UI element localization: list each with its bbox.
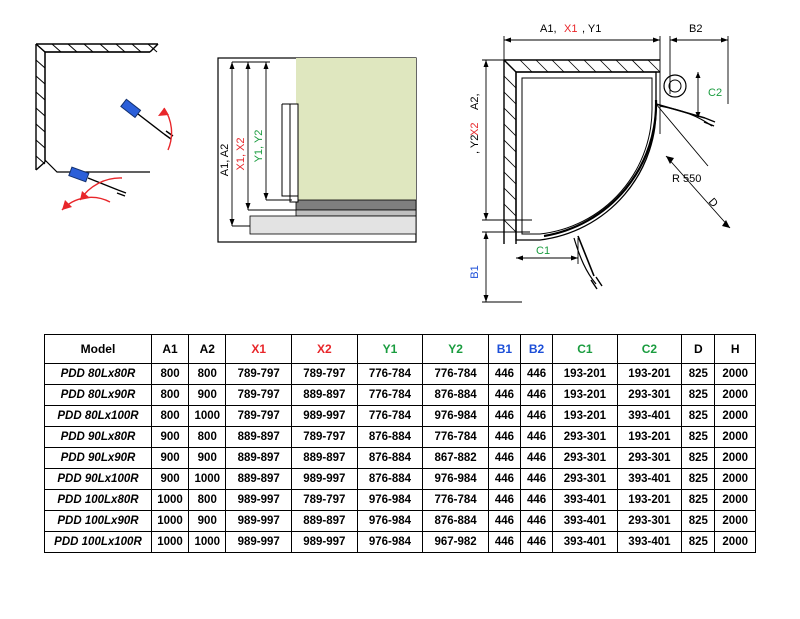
cell-x2: 789-797 (291, 427, 357, 448)
cell-h: 2000 (715, 490, 756, 511)
label-b2: B2 (689, 23, 703, 35)
cell-d: 825 (682, 427, 715, 448)
col-header-b2: B2 (521, 335, 553, 364)
cell-model: PDD 100Lx80R (45, 490, 152, 511)
cell-y2: 976-984 (423, 469, 489, 490)
label-y1: , Y1 (582, 23, 602, 35)
cell-d: 825 (682, 448, 715, 469)
col-header-x1: X1 (226, 335, 292, 364)
col-header-a2: A2 (189, 335, 226, 364)
cell-y1: 876-884 (357, 448, 423, 469)
cell-h: 2000 (715, 511, 756, 532)
cell-c1: 293-301 (553, 469, 618, 490)
cell-a2: 800 (189, 427, 226, 448)
cell-y2: 867-882 (423, 448, 489, 469)
cell-a2: 1000 (189, 469, 226, 490)
table-body (45, 364, 756, 553)
cell-b2: 446 (521, 427, 553, 448)
cell-a1: 900 (151, 448, 188, 469)
cell-c2: 393-401 (617, 469, 682, 490)
cell-y2: 776-784 (423, 490, 489, 511)
cell-a1: 800 (151, 364, 188, 385)
cell-b1: 446 (488, 532, 520, 553)
cell-y1: 776-784 (357, 385, 423, 406)
cell-a1: 800 (151, 385, 188, 406)
cell-b2: 446 (521, 385, 553, 406)
cell-c1: 193-201 (553, 364, 618, 385)
cell-b1: 446 (488, 511, 520, 532)
cell-c2: 193-201 (617, 490, 682, 511)
cell-y1: 876-884 (357, 427, 423, 448)
cell-c1: 193-201 (553, 406, 618, 427)
dimensions-table (44, 334, 756, 553)
cell-model: PDD 90Lx90R (45, 448, 152, 469)
cell-y1: 876-884 (357, 469, 423, 490)
cell-y1: 976-984 (357, 511, 423, 532)
cell-b2: 446 (521, 532, 553, 553)
label-x2: X2 (469, 122, 481, 136)
dimensions-table-wrap (44, 334, 756, 553)
cell-b1: 446 (488, 364, 520, 385)
cell-x1: 789-797 (226, 385, 292, 406)
cell-d: 825 (682, 406, 715, 427)
label-a1-a2: A1, A2 (219, 143, 231, 177)
cell-b2: 446 (521, 469, 553, 490)
table-row (45, 448, 756, 469)
table-row (45, 427, 756, 448)
cell-h: 2000 (715, 406, 756, 427)
cell-d: 825 (682, 385, 715, 406)
cell-a1: 1000 (151, 490, 188, 511)
cell-h: 2000 (715, 364, 756, 385)
cell-model: PDD 80Lx100R (45, 406, 152, 427)
cell-c2: 193-201 (617, 364, 682, 385)
door-swing-plan-diagram (18, 30, 228, 230)
col-header-x2: X2 (291, 335, 357, 364)
label-c1: C1 (536, 245, 551, 257)
cell-a1: 800 (151, 406, 188, 427)
cell-d: 825 (682, 532, 715, 553)
cell-a2: 1000 (189, 532, 226, 553)
cell-b1: 446 (488, 427, 520, 448)
col-header-d: D (682, 335, 715, 364)
cell-x2: 989-997 (291, 532, 357, 553)
cell-x1: 789-797 (226, 364, 292, 385)
label-x1-x2: X1, X2 (235, 137, 247, 171)
cell-d: 825 (682, 364, 715, 385)
table-row (45, 490, 756, 511)
cell-b2: 446 (521, 490, 553, 511)
cell-model: PDD 90Lx80R (45, 427, 152, 448)
cell-c2: 393-401 (617, 532, 682, 553)
label-y1-y2: Y1, Y2 (253, 129, 265, 163)
cell-a1: 900 (151, 427, 188, 448)
cell-y1: 976-984 (357, 532, 423, 553)
cell-h: 2000 (715, 427, 756, 448)
cell-x2: 989-997 (291, 469, 357, 490)
cell-a2: 900 (189, 448, 226, 469)
cell-x2: 889-897 (291, 448, 357, 469)
cell-c2: 293-301 (617, 385, 682, 406)
cell-b2: 446 (521, 364, 553, 385)
label-y2: , Y2 (469, 134, 481, 154)
cell-model: PDD 100Lx100R (45, 532, 152, 553)
cell-y2: 776-784 (423, 427, 489, 448)
cell-y1: 976-984 (357, 490, 423, 511)
cell-y2: 876-884 (423, 511, 489, 532)
cell-a2: 1000 (189, 406, 226, 427)
table-row (45, 385, 756, 406)
cell-model: PDD 80Lx80R (45, 364, 152, 385)
cell-x1: 989-997 (226, 511, 292, 532)
table-row (45, 532, 756, 553)
table-row (45, 364, 756, 385)
cell-a2: 800 (189, 490, 226, 511)
cell-c1: 393-401 (553, 490, 618, 511)
cell-b2: 446 (521, 511, 553, 532)
cell-x2: 789-797 (291, 364, 357, 385)
cell-h: 2000 (715, 385, 756, 406)
cell-y1: 776-784 (357, 364, 423, 385)
cell-x1: 889-897 (226, 469, 292, 490)
table-header-row (45, 335, 756, 364)
col-header-b1: B1 (488, 335, 520, 364)
cell-a2: 900 (189, 385, 226, 406)
cell-c2: 393-401 (617, 406, 682, 427)
profile-section-diagram (210, 50, 440, 260)
cell-a1: 1000 (151, 532, 188, 553)
cell-b2: 446 (521, 448, 553, 469)
cell-b2: 446 (521, 406, 553, 427)
cell-c2: 293-301 (617, 448, 682, 469)
cell-h: 2000 (715, 469, 756, 490)
cell-d: 825 (682, 490, 715, 511)
cell-a1: 1000 (151, 511, 188, 532)
cell-b1: 446 (488, 448, 520, 469)
cell-y2: 976-984 (423, 406, 489, 427)
cell-x1: 989-997 (226, 490, 292, 511)
cell-x1: 989-997 (226, 532, 292, 553)
cell-x1: 789-797 (226, 406, 292, 427)
cell-y1: 776-784 (357, 406, 423, 427)
cell-c2: 293-301 (617, 511, 682, 532)
cell-x1: 889-897 (226, 427, 292, 448)
cell-c1: 393-401 (553, 511, 618, 532)
cell-c1: 293-301 (553, 427, 618, 448)
cell-y2: 876-884 (423, 385, 489, 406)
cell-h: 2000 (715, 532, 756, 553)
cell-x2: 889-897 (291, 511, 357, 532)
cell-d: 825 (682, 469, 715, 490)
cell-y2: 776-784 (423, 364, 489, 385)
cell-c1: 393-401 (553, 532, 618, 553)
col-header-a1: A1 (151, 335, 188, 364)
cell-model: PDD 90Lx100R (45, 469, 152, 490)
label-x1: X1 (564, 23, 578, 35)
col-header-c1: C1 (553, 335, 618, 364)
cell-c1: 193-201 (553, 385, 618, 406)
label-d: D (705, 195, 721, 210)
cell-h: 2000 (715, 448, 756, 469)
cell-a1: 900 (151, 469, 188, 490)
table-row (45, 406, 756, 427)
cell-b1: 446 (488, 406, 520, 427)
label-a2: A2, (469, 93, 481, 110)
col-header-y2: Y2 (423, 335, 489, 364)
cell-x1: 889-897 (226, 448, 292, 469)
cell-d: 825 (682, 511, 715, 532)
col-header-h: H (715, 335, 756, 364)
cell-c2: 193-201 (617, 427, 682, 448)
table-row (45, 469, 756, 490)
col-header-y1: Y1 (357, 335, 423, 364)
cell-x2: 789-797 (291, 490, 357, 511)
cell-a2: 800 (189, 364, 226, 385)
cell-x2: 989-997 (291, 406, 357, 427)
cell-b1: 446 (488, 490, 520, 511)
cell-x2: 889-897 (291, 385, 357, 406)
col-header-model: Model (45, 335, 152, 364)
cell-b1: 446 (488, 469, 520, 490)
cell-a2: 900 (189, 511, 226, 532)
cell-y2: 967-982 (423, 532, 489, 553)
cell-b1: 446 (488, 385, 520, 406)
col-header-c2: C2 (617, 335, 682, 364)
cell-model: PDD 100Lx90R (45, 511, 152, 532)
label-a1: A1, (540, 23, 557, 35)
label-b1: B1 (469, 265, 481, 279)
cell-model: PDD 80Lx90R (45, 385, 152, 406)
cell-c1: 293-301 (553, 448, 618, 469)
table-row (45, 511, 756, 532)
label-radius: R 550 (672, 173, 702, 185)
label-c2: C2 (708, 87, 723, 99)
quadrant-shower-plan-diagram (460, 14, 790, 314)
